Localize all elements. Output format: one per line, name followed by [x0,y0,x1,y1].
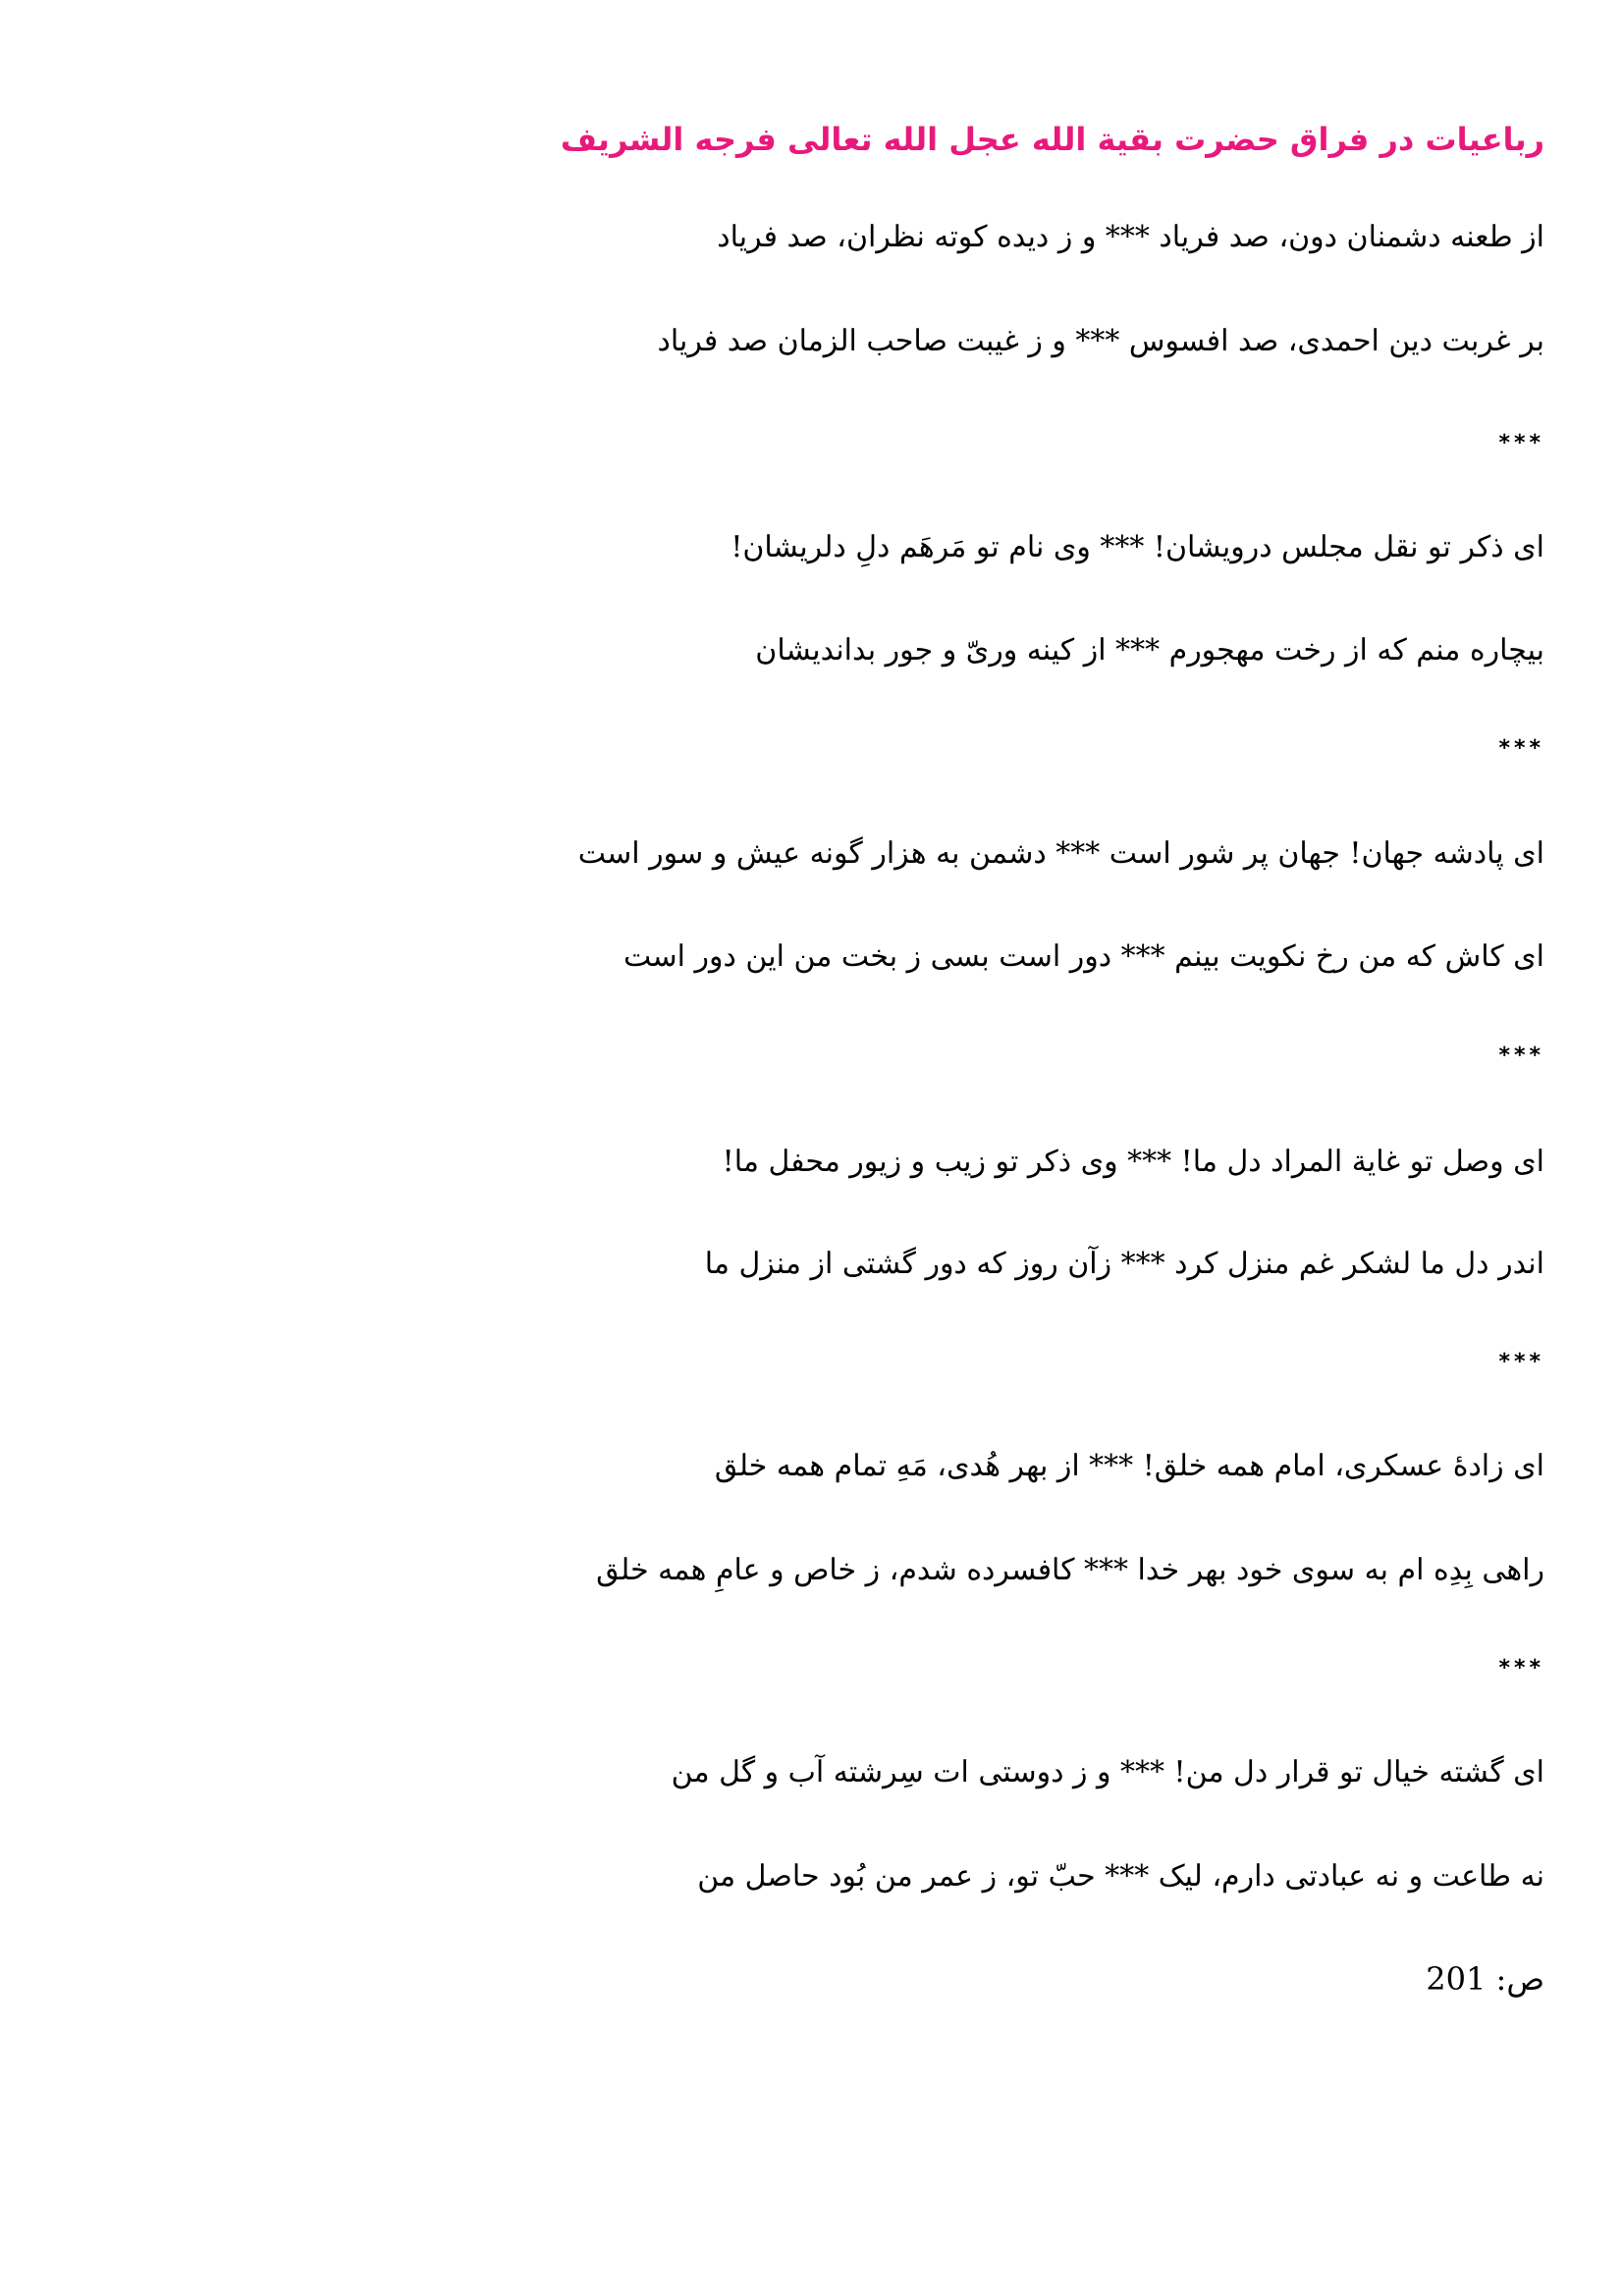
verse-line: بر غربت دین احمدی، صد افسوس *** و ز غیبت صاحب الزمان صد فریاد [657,324,1544,358]
verse-line: راهی بِدِه ام به سوی خود بهر خدا *** کافسرده شدم، ز خاص و عامِ همه خلق [596,1553,1544,1587]
stanza-separator: *** [1498,1656,1544,1681]
verse-line: ای گشته خیال تو قرار دل من! *** و ز دوستی ات سِرشته آب و گل من [671,1755,1544,1789]
verse-line: نه طاعت و نه عبادتی دارم، لیک *** حبّ تو، ز عمر من بُود حاصل من [697,1859,1544,1894]
verse-line: ای زادهٔ عسکری، امام همه خلق! *** از بهر هُدی، مَهِ تمام همه خلق [714,1449,1544,1483]
verse-line: ای پادشه جهان! جهان پر شور است *** دشمن به هزار گونه عیش و سور است [577,836,1544,871]
stanza-separator: *** [1498,736,1544,761]
verse-line: ای کاش که من رخ نکویت بینم *** دور است بسی ز بخت من این دور است [623,939,1544,974]
page-title: رباعیات در فراق حضرت بقیة الله عجل الله تعالی فرجه الشریف [560,121,1544,158]
verse-line: بیچاره منم که از رخت مهجورم *** از کینه وریّ و جور بداندیشان [755,633,1544,667]
verse-line: اندر دل ما لشکر غم منزل کرد *** زآن روز که دور گشتی از منزل ما [704,1247,1544,1281]
stanza-separator: *** [1498,1350,1544,1374]
verse-line: ای ذکر تو نقل مجلس درویشان! *** وی نام تو مَرهَم دلِ دلریشان! [730,530,1544,564]
stanza-separator: *** [1498,431,1544,455]
page-number: ص: 201 [1426,1960,1544,1998]
stanza-separator: *** [1498,1043,1544,1068]
verse-line: از طعنه دشمنان دون، صد فریاد *** و ز دیده کوته نظران، صد فریاد [717,220,1544,254]
verse-line: ای وصل تو غایة المراد دل ما! *** وی ذکر تو زیب و زیور محفل ما! [722,1145,1544,1179]
